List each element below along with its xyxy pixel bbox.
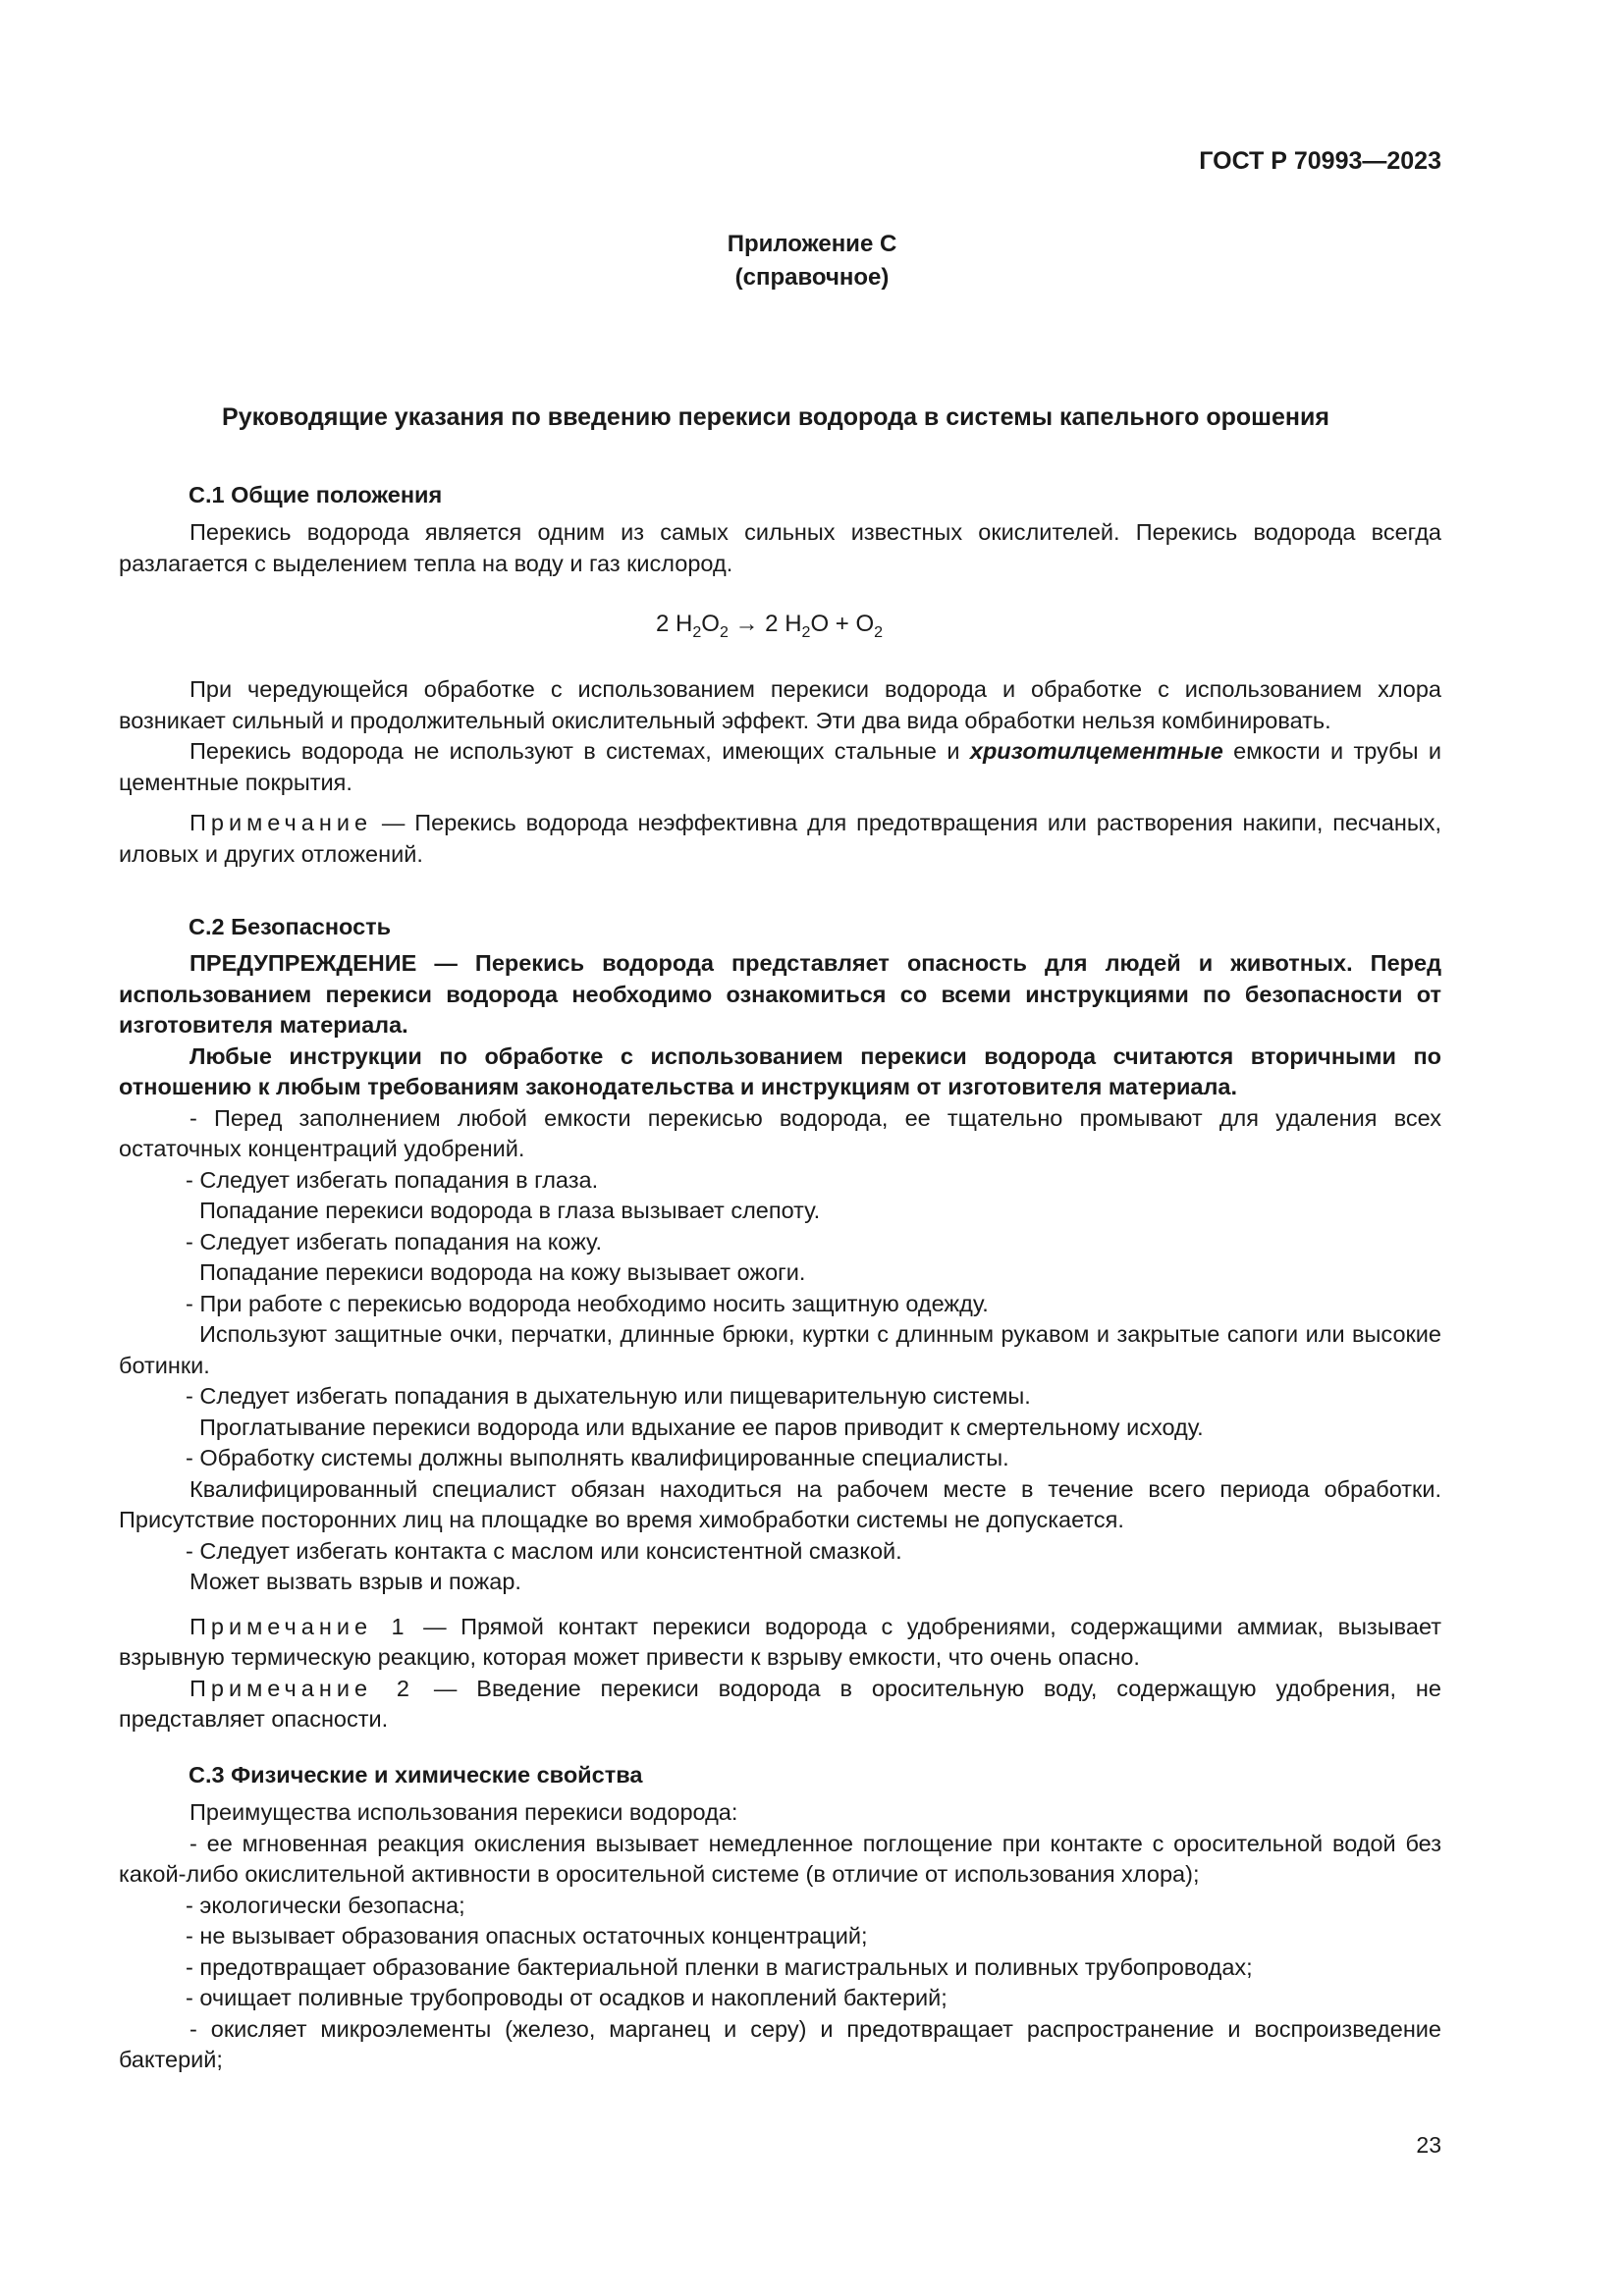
list-item: - Следует избегать попадания в глаза. bbox=[186, 1166, 599, 1193]
section-c3-body bbox=[119, 1797, 1441, 2076]
standard-number: ГОСТ Р 70993—2023 bbox=[1199, 147, 1441, 175]
warning: Любые инструкции по обработке с использованием перекиси водорода считаются вторичными по отношению к любым требованиям законодательства и инструкциям от изготовителя материала. bbox=[119, 1042, 1441, 1099]
list-item-detail: Проглатывание перекиси водорода или вдыхание ее паров приводит к смертельному исходу. bbox=[199, 1414, 1204, 1440]
section-c2-body bbox=[119, 948, 1441, 1735]
list-item: - Следует избегать попадания в дыхательную или пищеварительную системы. bbox=[186, 1383, 1031, 1409]
section-heading-c2: С.2 Безопасность bbox=[189, 914, 392, 939]
note: Примечание 1 — Прямой контакт перекиси водорода с удобрениями, содержащими аммиак, вызывает взрывную термическую реакцию, которая может привести к взрыву емкости, что очень опасно. bbox=[119, 1613, 1441, 1670]
section-c1-body-2 bbox=[119, 674, 1441, 870]
list-item: - При работе с перекисью водорода необходимо носить защитную одежду. bbox=[186, 1290, 989, 1316]
list-item: - Следует избегать контакта с маслом или консистентной смазкой. bbox=[186, 1537, 902, 1564]
section-heading-c3: С.3 Физические и химические свойства bbox=[189, 1762, 643, 1788]
list-item: - экологически безопасна; bbox=[186, 1892, 465, 1918]
section-heading-c1: С.1 Общие положения bbox=[189, 482, 443, 507]
document-title: Руководящие указания по введению перекиси водорода в системы капельного орошения bbox=[222, 403, 1329, 431]
list-item-detail: Используют защитные очки, перчатки, длинные брюки, куртки с длинным рукавом и закрытые сапоги или высокие ботинки. bbox=[119, 1321, 1441, 1378]
page-number: 23 bbox=[1416, 2132, 1441, 2158]
note: Примечание 2 — Введение перекиси водорода в оросительную воду, содержащую удобрения, не представляет опасности. bbox=[119, 1675, 1441, 1732]
paragraph: Перекись водорода не используют в системах, имеющих стальные и хризотилцементные емкости и трубы и цементные покрытия. bbox=[119, 738, 1441, 795]
list-item-detail: Может вызвать взрыв и пожар. bbox=[189, 1569, 521, 1594]
list-item: - Следует избегать попадания на кожу. bbox=[186, 1228, 602, 1255]
list-item-detail: Попадание перекиси водорода в глаза вызывает слепоту. bbox=[199, 1198, 821, 1223]
reaction-formula: 2 $H_2O_2 \to 2$ $H_2O + O_2$ bbox=[656, 611, 884, 641]
paragraph: При чередующейся обработке с использованием перекиси водорода и обработке с использованием хлора возникает сильный и продолжительный окислительный эффект. Эти два вида обработки нельзя комбинировать. bbox=[119, 676, 1441, 733]
list-item: - ее мгновенная реакция окисления вызывает немедленное поглощение при контакте с оросительной водой без какой-либо окислительной активности в оросительной системе (в отличие от использования хлора); bbox=[119, 1830, 1441, 1887]
emphasized-term: хризотилцементные bbox=[969, 738, 1223, 764]
list-item-detail: Попадание перекиси водорода на кожу вызывает ожоги. bbox=[199, 1259, 806, 1285]
note-label: Примечание 2 bbox=[189, 1675, 414, 1701]
list-item: - очищает поливные трубопроводы от осадков и накоплений бактерий; bbox=[186, 1985, 947, 2010]
warning: ПРЕДУПРЕЖДЕНИЕ — Перекись водорода представляет опасность для людей и животных. Перед использованием перекиси водорода необходимо ознакомиться со всеми инструкциями по безопасности от изготовителя материала. bbox=[119, 950, 1441, 1038]
list-item: - не вызывает образования опасных остаточных концентраций; bbox=[186, 1923, 868, 1949]
paragraph: Преимущества использования перекиси водорода: bbox=[189, 1799, 738, 1825]
list-item-detail: Квалифицированный специалист обязан находиться на рабочем месте в течение всего периода обработки. Присутствие посторонних лиц на площадке во время химобработки системы не допускается. bbox=[119, 1475, 1441, 1532]
list-item: - Перед заполнением любой емкости перекисью водорода, ее тщательно промывают для удаления всех остаточных концентраций удобрений. bbox=[119, 1104, 1441, 1161]
list-item: - Обработку системы должны выполнять квалифицированные специалисты. bbox=[186, 1445, 1009, 1470]
list-item: - окисляет микроэлементы (железо, марганец и серу) и предотвращает распространение и воспроизведение бактерий; bbox=[119, 2015, 1441, 2072]
annex-title: Приложение С bbox=[727, 231, 897, 257]
list-item: - предотвращает образование бактериальной пленки в магистральных и поливных трубопроводах; bbox=[186, 1953, 1253, 1980]
paragraph: Перекись водорода является одним из самых сильных известных окислителей. Перекись водорода всегда разлагается с выделением тепла на воду и газ кислород. bbox=[119, 519, 1441, 576]
note: Примечание — Перекись водорода неэффективна для предотвращения или растворения накипи, песчаных, иловых и других отложений. bbox=[119, 810, 1441, 867]
section-c1-body bbox=[119, 517, 1441, 579]
annex-type: (справочное) bbox=[734, 264, 890, 291]
note-label: Примечание bbox=[189, 810, 373, 835]
note-label: Примечание 1 bbox=[189, 1613, 409, 1639]
